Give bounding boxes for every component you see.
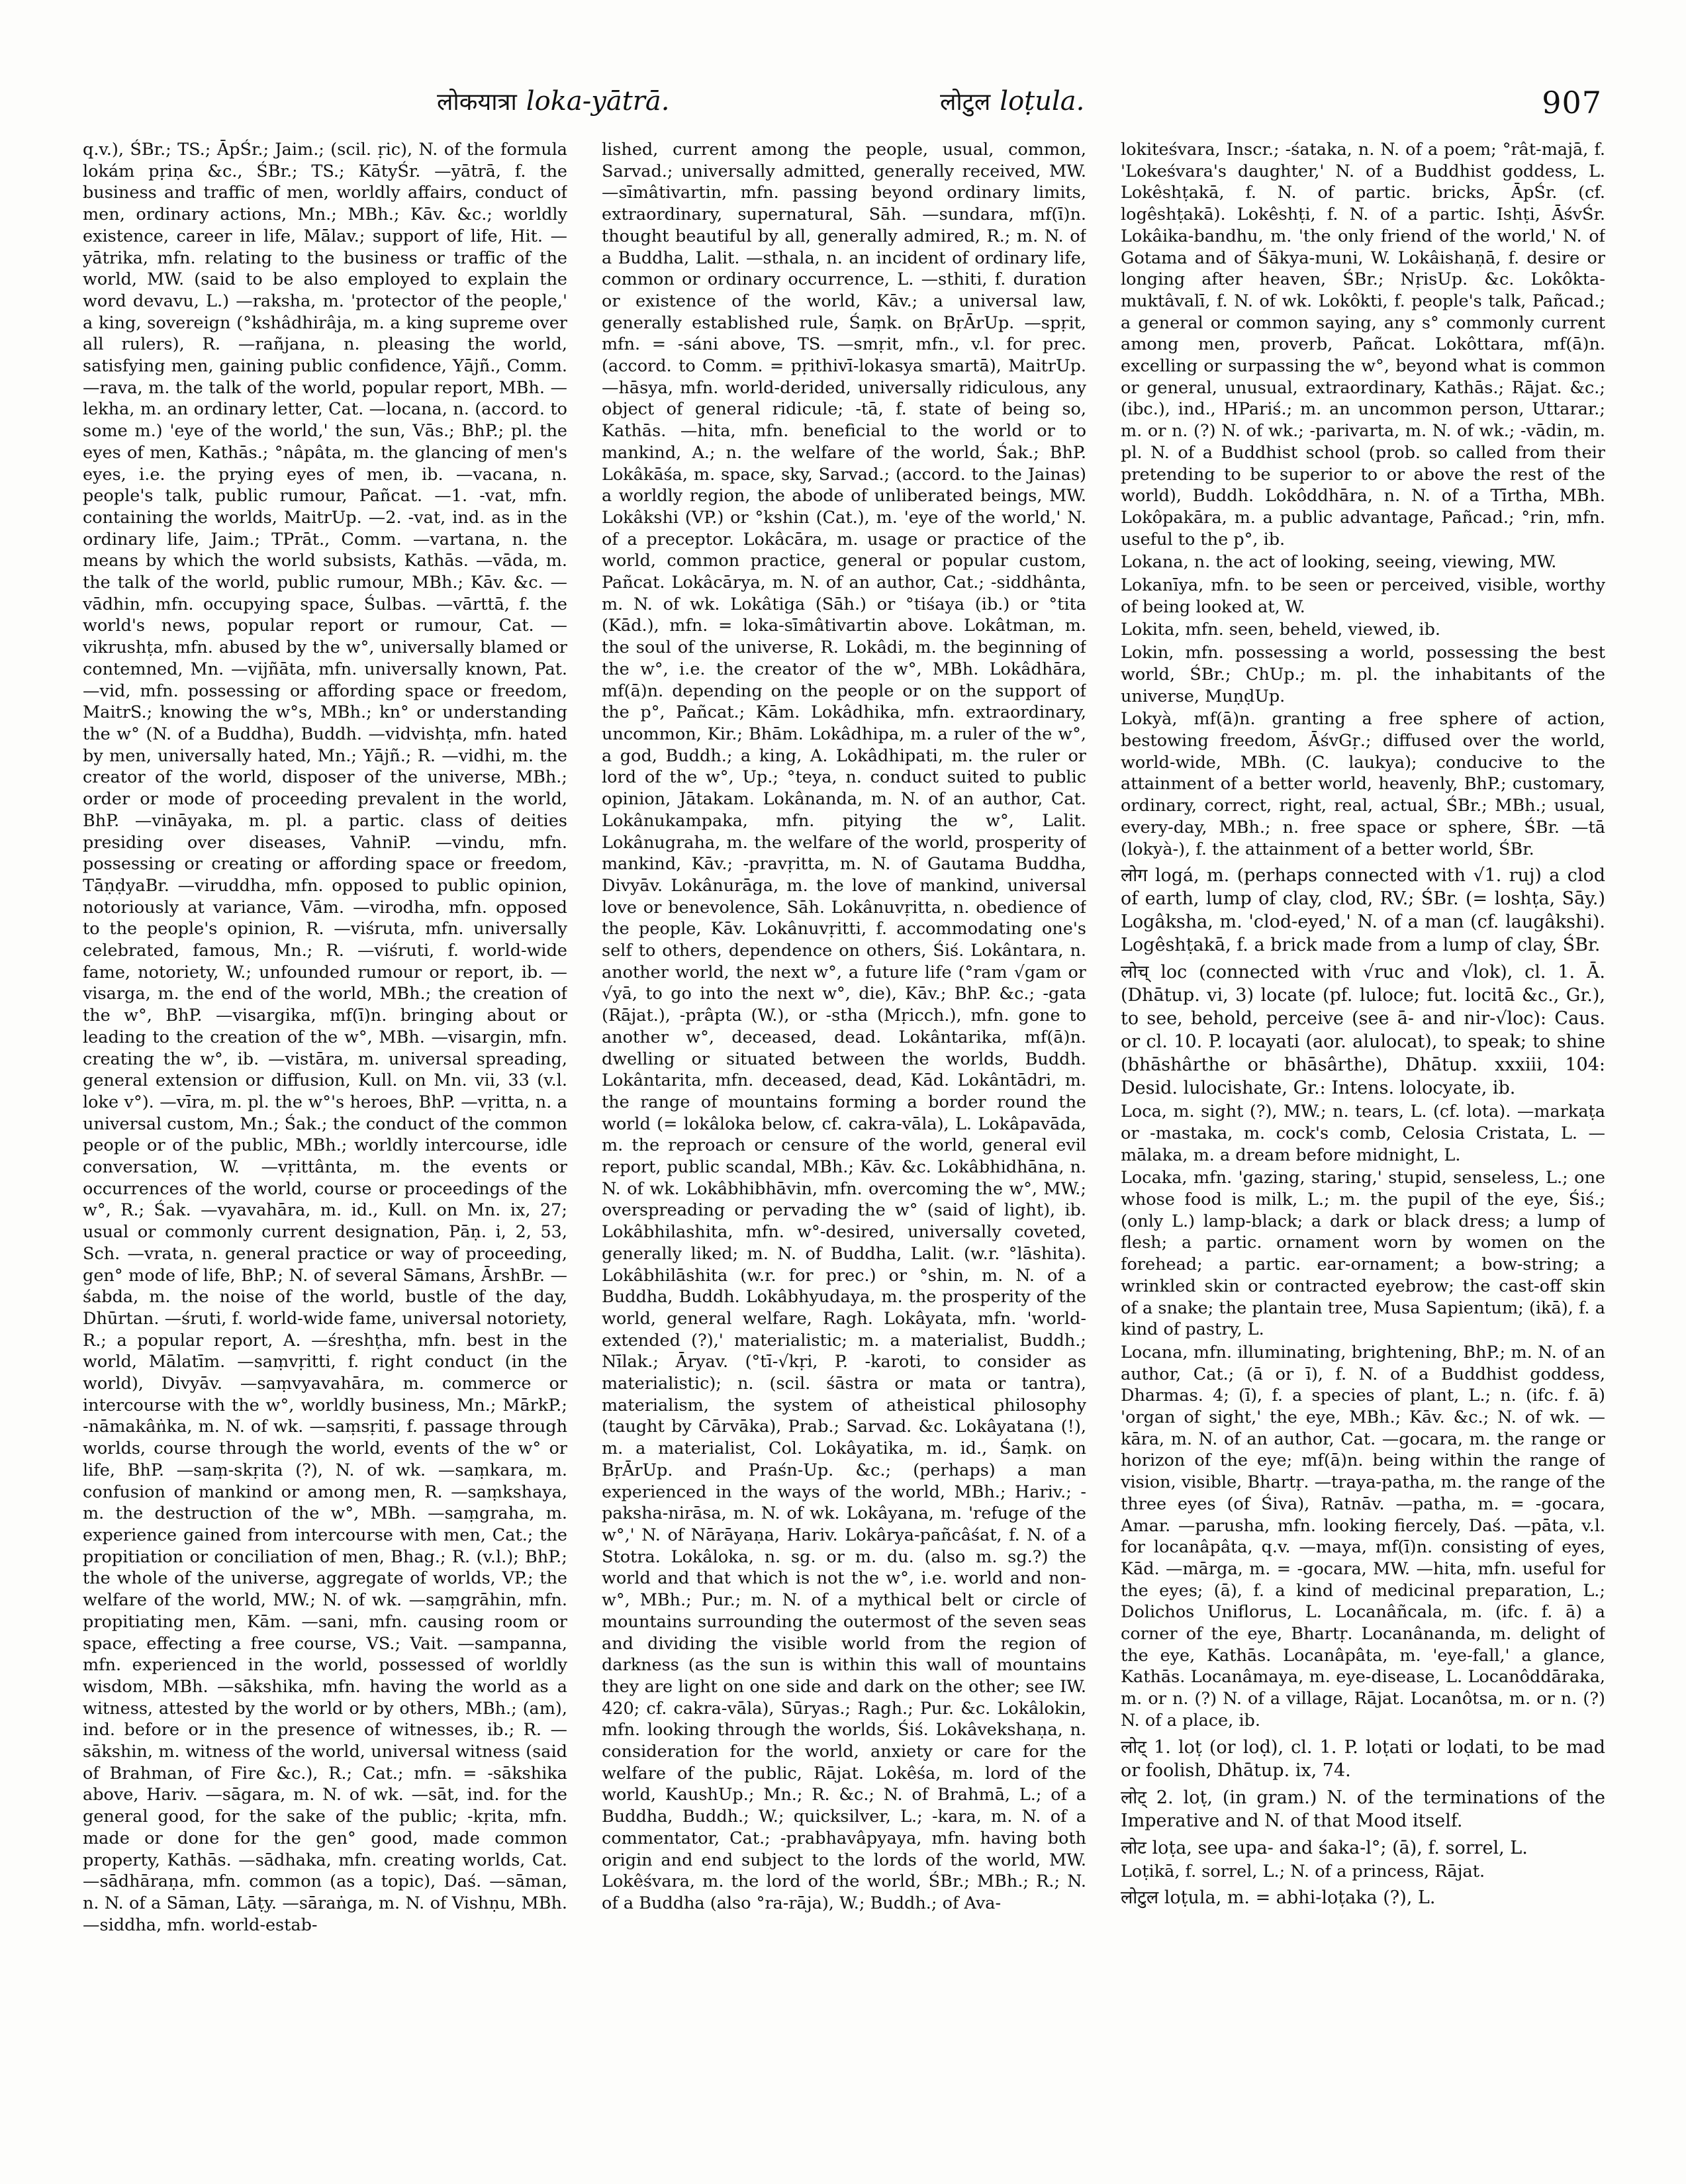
- headword-entry-loga: लोग logá, m. (perhaps connected with √1. ruj) a clod of earth, lump of clay, clod, RV.; ŚBr. (= loshṭa, Sāy.) Logâksha, m. 'clod-eyed,' N. of a man (cf. laugâkshi). Logêshṭakā, f. a brick made from a lump of clay, ŚBr.: [1121, 865, 1605, 956]
- header-left-devanagari: लोकयात्रा: [437, 89, 517, 116]
- dictionary-entry: lished, current among the people, usual, common, Sarvad.; universally admitted, generally received, MW. —sīmâtivartin, mfn. passing beyond ordinary limits, extraordinary, supernatural, Sāh. —sundara, mf(ī)n. thought beautiful by all, generally admired, R.; m. N. of a Buddha, Lalit. —sthala, n. an incident of ordinary life, common or ordinary occurrence, L. —sthiti, f. duration or existence of the world, Kāv.; a universal law, generally established rule, Śaṃk. on BṛĀrUp. —spṛit, mfn. = -sáni above, TS. —smṛit, mfn., v.l. for prec. (accord. to Comm. = pṛithivī-lokasya smartā), MaitrUp. —hāsya, mfn. world-derided, universally ridiculous, any object of general ridicule; -tā, f. state of being so, Kathās. —hita, mfn. beneficial to the world or to mankind, A.; n. the welfare of the world, Śak.; BhP. Lokâkāśa, m. space, sky, Sarvad.; (accord. to the Jainas) a worldly region, the abode of unliberated beings, MW. Lokâkshi (VP.) or °kshin (Cat.), m. 'eye of the world,' N. of a preceptor. Lokâcāra, m. usage or practice of the world, common practice, general or popular custom, Pañcat. Lokâcārya, m. N. of an author, Cat.; -siddhânta, m. N. of wk. Lokâtiga (Sāh.) or °tiśaya (ib.) or °tita (Kād.), mfn. = loka-sīmâtivartin above. Lokâtman, m. the soul of the universe, R. Lokâdi, m. the beginning of the w°, i.e. the creator of the w°, MBh. Lokâdhāra, mf(ā)n. depending on the people or on the support of the p°, Pañcat.; Kām. Lokâdhika, mfn. extraordinary, uncommon, Kir.; Bhām. Lokâdhipa, m. a ruler of the w°, a god, Buddh.; a king, A. Lokâdhipati, m. the ruler or lord of the w°, Up.; °teya, n. conduct suited to public opinion, Jātakam. Lokânanda, m. N. of an author, Cat. Lokânukampaka, mfn. pitying the w°, Lalit. Lokânugraha, m. the welfare of the world, prosperity of mankind, Kāv.; -pravṛitta, m. N. of Gautama Buddha, Divyāv. Lokânurāga, m. the love of mankind, universal love or benevolence, Sāh. Lokânuvṛitta, n. obedience of the people, Kāv. Lokânuvṛitti, f. accommodating one's self to others, dependence on others, Śiś. Lokântara, n. another world, the next w°, a future life (°ram √gam or √yā, to go into the next w°, die), Kāv.; BhP. &c.; -gata (Rājat.), -prâpta (W.), or -stha (Mṛicch.), mfn. gone to another w°, deceased, dead. Lokântarika, mf(ā)n. dwelling or situated between the worlds, Buddh. Lokântarita, mfn. deceased, dead, Kād. Lokântādri, m. the range of mountains forming a border round the world (= lokâloka below, cf. cakra-vāla), L. Lokâpavāda, m. the reproach or censure of the world, general evil report, public scandal, MBh.; Kāv. &c. Lokâbhidhāna, n. N. of wk. Lokâbhibhāvin, mfn. overcoming the w°, MW.; overspreading or pervading the w° (said of light), ib. Lokâbhilashita, mfn. w°-desired, universally coveted, generally liked; m. N. of Buddha, Lalit. (w.r. °lāshita). Lokâbhilāshita (w.r. for prec.) or °shin, m. N. of a Buddha, Buddh. Lokâbhyudaya, m. the prosperity of the world, general welfare, Ragh. Lokâyata, mfn. 'world-extended (?),' materialistic; m. a materialist, Buddh.; Nīlak.; Āryav. (°tī-√kṛi, P. -karoti, to consider as materialistic); n. (scil. śāstra or mata or tantra), materialism, the system of atheistical philosophy (taught by Cārvāka), Prab.; Sarvad. &c. Lokâyatana (!), m. a materialist, Col. Lokâyatika, m. id., Śaṃk. on BṛĀrUp. and Praśn-Up. &c.; (perhaps) a man experienced in the ways of the world, MBh.; Hariv.; -paksha-nirāsa, m. N. of wk. Lokâyana, m. 'refuge of the w°,' N. of Nārāyaṇa, Hariv. Lokârya-pañcâśat, f. N. of a Stotra. Lokâloka, n. sg. or m. du. (also m. sg.?) the world and that which is not the w°, i.e. world and non-w°, MBh.; Pur.; m. N. of a mythical belt or circle of mountains surrounding the outermost of the seven seas and dividing the visible world from the region of darkness (as the sun is within this wall of mountains they are light on one side and dark on the other; see IW. 420; cf. cakra-vāla), Sūryas.; Ragh.; Pur. &c. Lokâlokin, mfn. looking through the worlds, Śiś. Lokâvekshaṇa, n. consideration for the world, anxiety or care for the welfare of the public, Rājat. Lokêśa, m. lord of the world, KaushUp.; Mn.; R. &c.; N. of Brahmā, L.; of a Buddha, Buddh.; W.; quicksilver, L.; -kara, m. N. of a commentator, Cat.; -prabhavâpyaya, mfn. having both origin and end subject to the lords of the world, MW. Lokêśvara, m. the lord of the world, ŚBr.; MBh.; R.; N. of a Buddha (also °ra-rāja), W.; Buddh.; of Ava-: [602, 140, 1086, 1913]
- headword-entry-loc: लोच् loc (connected with √ruc and √lok), cl. 1. Ā. (Dhātup. vi, 3) locate (pf. luloce; fut. locitā &c., Gr.), to see, behold, perceive (see ā- and nir-√loc): Caus. or cl. 10. P. locayati (aor. alulocat), to speak; to shine (bhāshârthe or bhāsârthe), Dhātup. xxxiii, 104: Desid. lulocishate, Gr.: Intens. lolocyate, ib.: [1121, 962, 1605, 1099]
- dictionary-entry: Lokana, n. the act of looking, seeing, viewing, MW.: [1121, 552, 1557, 573]
- column-2: [602, 139, 1086, 2132]
- dictionary-entry: Lokin, mfn. possessing a world, possessing the best world, ŚBr.; ChUp.; m. pl. the inhabitants of the universe, MuṇḍUp.: [1121, 643, 1605, 706]
- page-number: 907: [1542, 85, 1602, 120]
- dictionary-entry: Loṭikā, f. sorrel, L.; N. of a princess, Rājat.: [1121, 1861, 1485, 1881]
- dictionary-entry: lokiteśvara, Inscr.; -śataka, n. N. of a poem; °rât-majā, f. 'Lokeśvara's daughter,' N. of a Buddhist goddess, L. Lokêshṭakā, f. N. of partic. bricks, ĀpŚr. (cf. logêshṭakā). Lokêshṭi, f. N. of a partic. Ishṭi, ĀśvŚr. Lokâika-bandhu, m. 'the only friend of the world,' N. of Gotama and of Śākya-muni, W. Lokâishaṇā, f. desire or longing after heaven, ŚBr.; NṛisUp. &c. Lokôkta-muktâvalī, f. N. of wk. Lokôkti, f. people's talk, Pañcad.; a general or common saying, any s° commonly current among men, proverb, Pañcat. Lokôttara, mf(ā)n. excelling or surpassing the w°, beyond what is common or general, unusual, extraordinary, Kathās.; Rājat. &c.; (ibc.), ind., HPariś.; m. an uncommon person, Uttarar.; m. or n. (?) N. of wk.; -parivarta, m. N. of wk.; -vādin, m. pl. N. of a Buddhist school (prob. so called from their pretending to be superior to or above the rest of the world), Buddh. Lokôddhāra, n. N. of a Tīrtha, MBh. Lokôpakāra, m. a public advantage, Pañcad.; °rin, mfn. useful to the p°, ib.: [1121, 140, 1605, 549]
- header-right-guideword: [940, 85, 1084, 117]
- headword-entry-lot-1: लोट् 1. loṭ (or loḍ), cl. 1. P. loṭati or loḍati, to be mad or foolish, Dhātup. ix, 74.: [1121, 1736, 1605, 1781]
- dictionary-entry: Lokanīya, mfn. to be seen or perceived, visible, worthy of being looked at, W.: [1121, 575, 1605, 617]
- header-center-roman: loṭula.: [1000, 86, 1085, 117]
- dictionary-columns: [83, 139, 1605, 2132]
- header-left-roman: loka-yātrā.: [526, 86, 670, 117]
- header-left-guideword: [437, 85, 669, 117]
- dictionary-entry: Locana, mfn. illuminating, brightening, BhP.; m. N. of an author, Cat.; (ā or ī), f. N. of a Buddhist goddess, Dharmas. 4; (ī), f. a species of plant, L.; n. (ifc. f. ā) 'organ of sight,' the eye, MBh.; Kāv. &c.; N. of wk. —kāra, m. N. of an author, Cat. —gocara, m. the range or horizon of the eye; mf(ā)n. being within the range of vision, visible, Bhartṛ. —traya-patha, m. the range of the three eyes (of Śiva), Ratnāv. —patha, m. = -gocara, Amar. —parusha, mfn. looking fiercely, Daś. —pāta, v.l. for locanâpâta, q.v. —maya, mf(ī)n. consisting of eyes, Kād. —mārga, m. = -gocara, MW. —hita, mfn. useful for the eyes; (ā), f. a kind of medicinal preparation, L.; Dolichos Uniflorus, L. Locanâñcala, m. (ifc. f. ā) a corner of the eye, Bhartṛ. Locanânanda, m. delight of the eye, Kathās. Locanâpâta, m. 'eye-fall,' a glance, Kathās. Locanâmaya, m. eye-disease, L. Locanôddāraka, m. or n. (?) N. of a village, Rājat. Locanôtsa, m. or n. (?) N. of a place, ib.: [1121, 1342, 1605, 1731]
- headword-entry-lota: लोट loṭa, see upa- and śaka-l°; (ā), f. sorrel, L.: [1121, 1837, 1528, 1858]
- dictionary-entry: Lokyà, mf(ā)n. granting a free sphere of action, bestowing freedom, ĀśvGṛ.; diffused over the world, world-wide, MBh. (C. laukya); conducive to the attainment of a better world, heavenly, BhP.; customary, ordinary, correct, right, real, actual, ŚBr.; MBh.; usual, every-day, MBh.; n. free space or sphere, ŚBr. —tā (lokyà-), f. the attainment of a better world, ŚBr.: [1121, 709, 1605, 859]
- page-header: [86, 85, 1602, 132]
- dictionary-entry: Locaka, mfn. 'gazing, staring,' stupid, senseless, L.; one whose food is milk, L.; m. the pupil of the eye, Śiś.; (only L.) lamp-black; a dark or black dress; a lump of flesh; a partic. ornament worn by women on the forehead; a partic. ear-ornament; a bow-string; a wrinkled skin or contracted eyebrow; the cast-off skin of a snake; the plantain tree, Musa Sapientum; (ikā), f. a kind of pastry, L.: [1121, 1168, 1605, 1340]
- headword-entry-lot-2: लोट् 2. loṭ, (in gram.) N. of the terminations of the Imperative and N. of that Mood itself.: [1121, 1787, 1605, 1831]
- dictionary-entry: q.v.), ŚBr.; TS.; ĀpŚr.; Jaim.; (scil. ṛic), N. of the formula lokám pṛiṇa &c., ŚBr.; TS.; KātyŚr. —yātrā, f. the business and traffic of men, worldly affairs, conduct of men, ordinary actions, Mn.; MBh.; Kāv. &c.; worldly existence, career in life, Mālav.; support of life, Hit. —yātrika, mfn. relating to the business or traffic of the world, MW. (said to be also employed to explain the word devavu, L.) —raksha, m. 'protector of the people,' a king, sovereign (°kshâdhirâja, m. a king supreme over all rulers), R. —rañjana, n. pleasing the world, satisfying men, gaining public confidence, Yājñ., Comm. —rava, m. the talk of the world, popular report, MBh. —lekha, m. an ordinary letter, Cat. —locana, n. (accord. to some m.) 'eye of the world,' the sun, Vās.; BhP.; pl. the eyes of men, Kathās.; °nâpâta, m. the glancing of men's eyes, i.e. the prying eyes of men, ib. —vacana, n. people's talk, public rumour, Pañcat. —1. -vat, mfn. containing the worlds, MaitrUp. —2. -vat, ind. as in the ordinary life, Jaim.; TPrāt., Comm. —vartana, n. the means by which the world subsists, Kathās. —vāda, m. the talk of the world, public rumour, MBh.; Kāv. &c. —vādhin, mfn. occupying space, Śulbas. —vārttā, f. the world's news, popular report or rumour, Cat. —vikrushṭa, mfn. abused by the w°, universally blamed or contemned, Mn. —vijñāta, mfn. universally known, Pat. —vid, mfn. possessing or affording space or freedom, MaitrS.; knowing the w°s, MBh.; kn° or understanding the w° (N. of a Buddha), Buddh. —vidvishṭa, mfn. hated by men, universally hated, Mn.; Yājñ.; R. —vidhi, m. the creator of the world, disposer of the universe, MBh.; order or mode of proceeding prevalent in the world, BhP. —vināyaka, m. pl. a partic. class of deities presiding over diseases, VahniP. —vindu, mfn. possessing or creating or affording space or freedom, TāṇḍyaBr. —viruddha, mfn. opposed to public opinion, notoriously at variance, Vām. —virodha, mfn. opposed to the people's opinion, R. —viśruta, mfn. universally celebrated, famous, Mn.; R. —viśruti, f. world-wide fame, notoriety, W.; unfounded rumour or report, ib. —visarga, m. the end of the world, MBh.; the creation of the w°, BhP. —visargika, mf(ī)n. bringing about or leading to the creation of the w°, MBh. —visargin, mfn. creating the w°, ib. —vistāra, m. universal spreading, general extension or diffusion, Kull. on Mn. vii, 33 (v.l. loke v°). —vīra, m. pl. the w°'s heroes, BhP. —vṛitta, n. a universal custom, Mn.; Śak.; the conduct of the common people or of the public, MBh.; worldly intercourse, idle conversation, W. —vṛittânta, m. the events or occurrences of the world, course or proceedings of the w°, R.; Śak. —vyavahāra, m. id., Kull. on Mn. ix, 27; usual or commonly current designation, Pāṇ. i, 2, 53, Sch. —vrata, n. general practice or way of proceeding, gen° mode of life, BhP.; N. of several Sāmans, ĀrshBr. —śabda, m. the noise of the world, bustle of the day, Dhūrtan. —śruti, f. world-wide fame, universal notoriety, R.; a popular report, A. —śreshṭha, mfn. best in the world, Mālatīm. —saṃvṛitti, f. right conduct (in the world), Divyāv. —saṃvyavahāra, m. commerce or intercourse with the w°, worldly business, Mn.; MārkP.; -nāmakâṅka, m. N. of wk. —saṃsṛiti, f. passage through worlds, course through the world, events of the w° or life, BhP. —saṃ-skṛita (?), N. of wk. —saṃkara, m. confusion of mankind or among men, R. —saṃkshaya, m. the destruction of the w°, MBh. —saṃgraha, m. experience gained from intercourse with men, Cat.; the propitiation or conciliation of men, Bhag.; R. (v.l.); BhP.; the whole of the universe, aggregate of worlds, VP.; the welfare of the world, MW.; N. of wk. —saṃgrāhin, mfn. propitiating men, Kām. —sani, mfn. causing room or space, effecting a free course, VS.; Vait. —sampanna, mfn. experienced in the world, possessed of worldly wisdom, MBh. —sākshika, mfn. having the world as a witness, attested by the world or by others, MBh.; (am), ind. before or in the presence of witnesses, ib.; R. —sākshin, m. witness of the world, universal witness (said of Brahman, of Fire &c.), R.; Cat.; mfn. = -sākshika above, Hariv. —sāgara, m. N. of wk. —sāt, ind. for the general good, for the sake of the public; -kṛita, mfn. made or done for the gen° good, made common property, Kathās. —sādhaka, mfn. creating worlds, Cat. —sādhāraṇa, mfn. common (as a topic), Daś. —sāman, n. N. of a Sāman, Lāṭy. —sāraṅga, m. N. of Vishṇu, MBh. —siddha, mfn. world-estab-: [83, 140, 567, 1935]
- header-center-devanagari: लोटुल: [940, 89, 991, 116]
- dictionary-entry: Loca, m. sight (?), MW.; n. tears, L. (cf. lota). —markaṭa or -mastaka, m. cock's comb, Celosia Cristata, L. —mālaka, m. a dream before midnight, L.: [1121, 1102, 1605, 1165]
- column-1: [83, 139, 567, 2132]
- dictionary-entry: Lokita, mfn. seen, beheld, viewed, ib.: [1121, 620, 1441, 640]
- column-3: [1121, 139, 1605, 2132]
- headword-entry-lotula: लोटुल loṭula, m. = abhi-loṭaka (?), L.: [1121, 1887, 1436, 1909]
